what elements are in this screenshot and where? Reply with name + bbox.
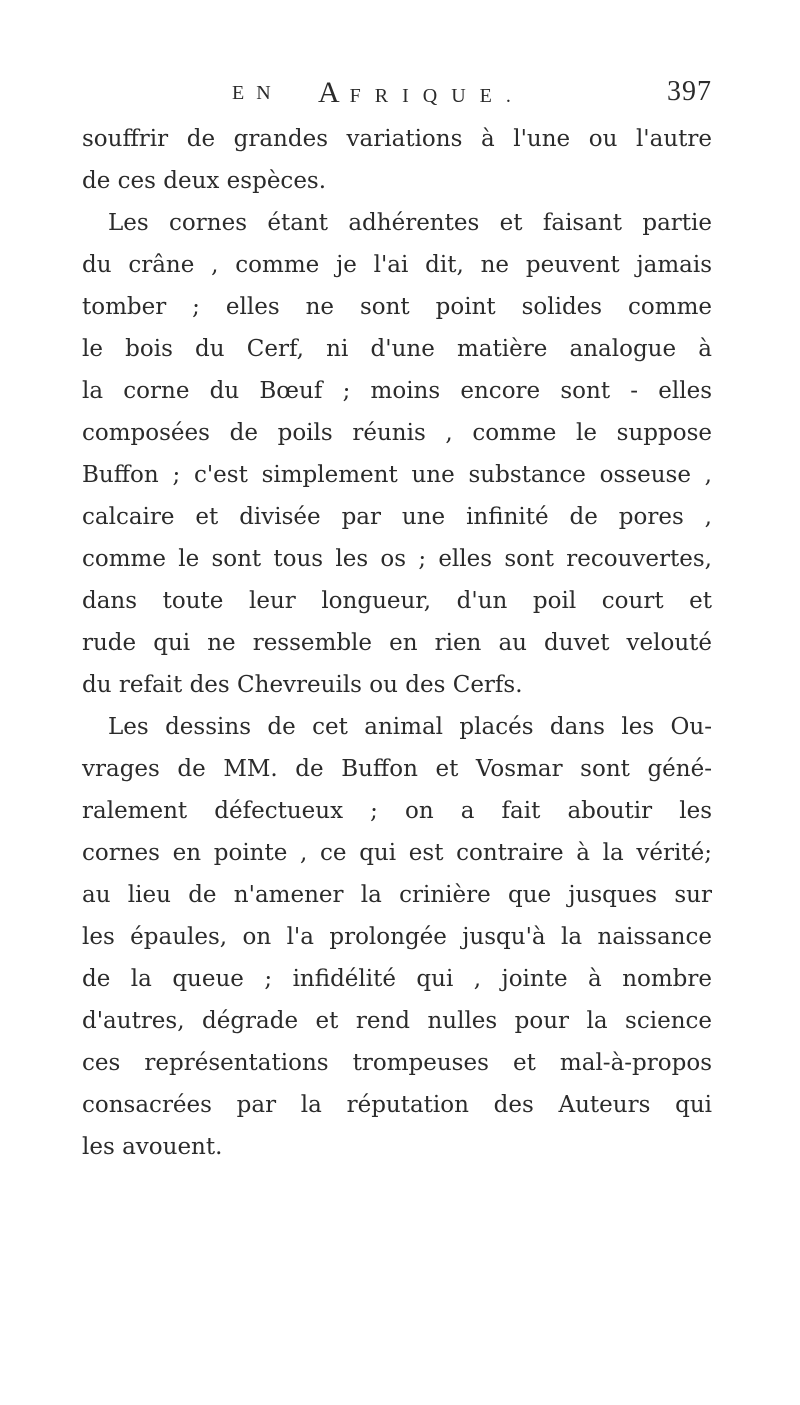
running-head-title <box>318 76 525 110</box>
text-line: tomber ; elles ne sont point solides comme <box>82 294 712 320</box>
text-line: la corne du Bœuf ; moins encore sont - elles <box>82 378 712 404</box>
text-line: d'autres, dégrade et rend nulles pour la science <box>82 1008 712 1034</box>
text-line: calcaire et divisée par une infinité de pores , <box>82 504 712 530</box>
running-head <box>232 76 712 116</box>
running-head-title-initial: A <box>318 76 350 109</box>
text-line: rude qui ne ressemble en rien au duvet velouté <box>82 630 712 656</box>
text-line: le bois du Cerf, ni d'une matière analogue à <box>82 336 712 362</box>
text-line: souffrir de grandes variations à l'une ou l'autre <box>82 126 712 152</box>
text-line: comme le sont tous les os ; elles sont recouvertes, <box>82 546 712 572</box>
text-line: de ces deux espèces. <box>82 168 327 194</box>
text-line: cornes en pointe , ce qui est contraire à la vérité; <box>82 840 712 866</box>
body-text <box>82 118 712 1168</box>
text-line: du crâne , comme je l'ai dit, ne peuvent jamais <box>82 252 712 278</box>
text-line: les épaules, on l'a prolongée jusqu'à la naissance <box>82 924 712 950</box>
text-line: dans toute leur longueur, d'un poil court et <box>82 588 712 614</box>
text-line: Buffon ; c'est simplement une substance osseuse , <box>82 462 712 488</box>
text-line: du refait des Chevreuils ou des Cerfs. <box>82 672 523 698</box>
text-line: Les dessins de cet animal placés dans les Ou- <box>108 714 712 740</box>
text-line: composées de poils réunis , comme le suppose <box>82 420 712 446</box>
text-line: ces représentations trompeuses et mal-à-propos <box>82 1050 712 1076</box>
text-line: ralement défectueux ; on a fait aboutir les <box>82 798 712 824</box>
text-line: vrages de MM. de Buffon et Vosmar sont géné- <box>82 756 712 782</box>
running-head-left: EN <box>232 82 283 104</box>
running-head-title-rest: FRIQUE. <box>349 85 525 107</box>
text-line: Les cornes étant adhérentes et faisant partie <box>108 210 712 236</box>
page-number: 397 <box>667 76 712 107</box>
text-line: consacrées par la réputation des Auteurs qui <box>82 1092 712 1118</box>
text-line: de la queue ; infidélité qui , jointe à nombre <box>82 966 712 992</box>
text-line: au lieu de n'amener la crinière que jusques sur <box>82 882 712 908</box>
text-line: les avouent. <box>82 1134 223 1160</box>
